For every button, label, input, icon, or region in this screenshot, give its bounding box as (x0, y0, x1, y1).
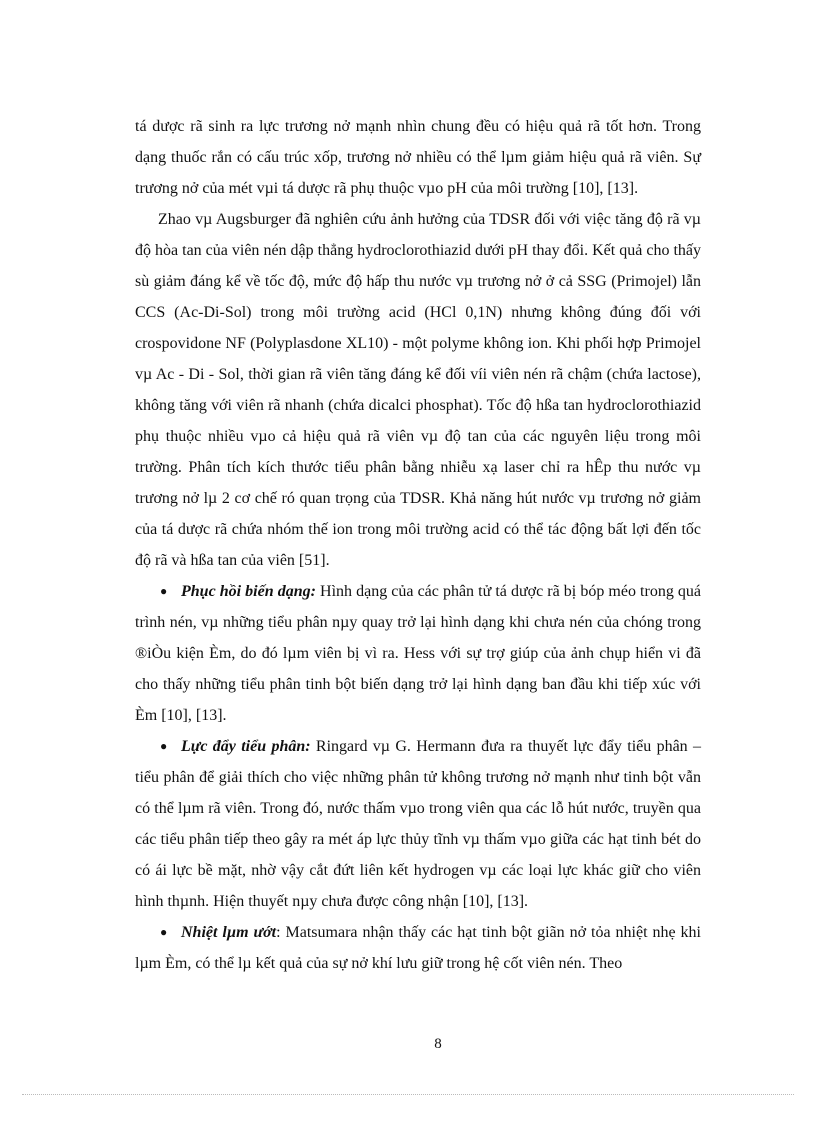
bullet-text: Hình dạng của các phân tử tá dược rã bị bóp méo trong quá trình nén, vµ những tiểu phân nµy quay trở lại hình dạng khi chưa nén của chóng trong ®iÒu kiện Èm, do đó lµm viên bị vì ra. Hess với sự trợ giúp của ảnh chụp hiển vi đã cho thấy những tiểu phân tinh bột biến dạng trở lại hình dạng ban đầu khi tiếp xúc với Èm [10], [13]. (135, 583, 702, 724)
bullet-item-repulsion (135, 731, 701, 917)
bullet-term: Nhiệt lµm ướt (181, 924, 277, 941)
paragraph-1: tá dược rã sinh ra lực trương nở mạnh nhìn chung đều có hiệu quả rã tốt hơn. Trong dạng thuốc rắn có cấu trúc xốp, trương nở nhiều có thể lµm giảm hiệu quả rã viên. Sự trương nở của mét vµi tá dược rã phụ thuộc vµo pH của môi trường [10], [13]. (135, 118, 701, 197)
bullet-text: : Matsumara nhận thấy các hạt tinh bột giãn nở tỏa nhiệt nhẹ khi lµm Èm, có thể lµ kết quả của sự nở khí lưu giữ trong hệ cốt viên nén. Theo (135, 924, 702, 972)
bullet-item-wetting-heat (135, 917, 701, 979)
bullet-text: Ringard vµ G. Hermann đưa ra thuyết lực đẩy tiểu phân – tiểu phân để giải thích cho việc những phân tử không trương nở mạnh như tinh bột vẫn có thể lµm rã viên. Trong đó, nước thấm vµo trong viên qua các lỗ hút nước, truyền qua các tiểu phân tiếp theo gây ra mét áp lực thủy tĩnh vµ thấm vµo giữa các hạt tinh bét do có ái lực bề mặt, nhờ vậy cắt đứt liên kết hydrogen vµ các loại lực khác giữ cho viên hình thµnh. Hiện thuyết nµy chưa được công nhận [10], [13]. (135, 738, 702, 910)
bullet-icon: ● (160, 739, 168, 753)
bullet-term: Phục hồi biến dạng: (181, 583, 316, 600)
bullet-icon: ● (160, 925, 168, 939)
page-number: 8 (434, 1036, 442, 1052)
page-bottom-divider (22, 1094, 794, 1095)
bullet-icon: ● (160, 584, 168, 598)
paragraph-2: Zhao vµ Augsburger đã nghiên cứu ảnh hưởng của TDSR đối với việc tăng độ rã vµ độ hòa tan của viên nén dập thẳng hydroclorothiazid dưới pH thay đổi. Kết quả cho thấy sù giảm đáng kể về tốc độ, mức độ hấp thu nước vµ trương nở ở cả SSG (Primojel) lẫn CCS (Ac-Di-Sol) trong môi trường acid (HCl 0,1N) nhưng không đúng đối với crospovidone NF (Polyplasdone XL10) - một polyme không ion. Khi phối hợp Primojel vµ Ac - Di - Sol, thời gian rã viên tăng đáng kể đối víi viên nén rã chậm (chứa lactose), không tăng với viên rã nhanh (chứa dicalci phosphat). Tốc độ hßa tan hydroclorothiazid phụ thuộc nhiều vµo cả hiệu quả rã viên vµ độ tan của các nguyên liệu trong môi trường. Phân tích kích thước tiểu phân bằng nhiễu xạ laser chỉ ra hÊp thu nước vµ trương nở lµ 2 cơ chế ró quan trọng của TDSR. Khả năng hút nước vµ trương nở giảm của tá dược rã chứa nhóm thế ion trong môi trường acid có thể tác động bất lợi đến tốc độ rã và hßa tan của viên [51]. (135, 211, 701, 569)
bullet-item-recovery (135, 576, 701, 731)
document-body (135, 111, 701, 979)
bullet-term: Lực đẩy tiểu phân: (181, 738, 311, 755)
